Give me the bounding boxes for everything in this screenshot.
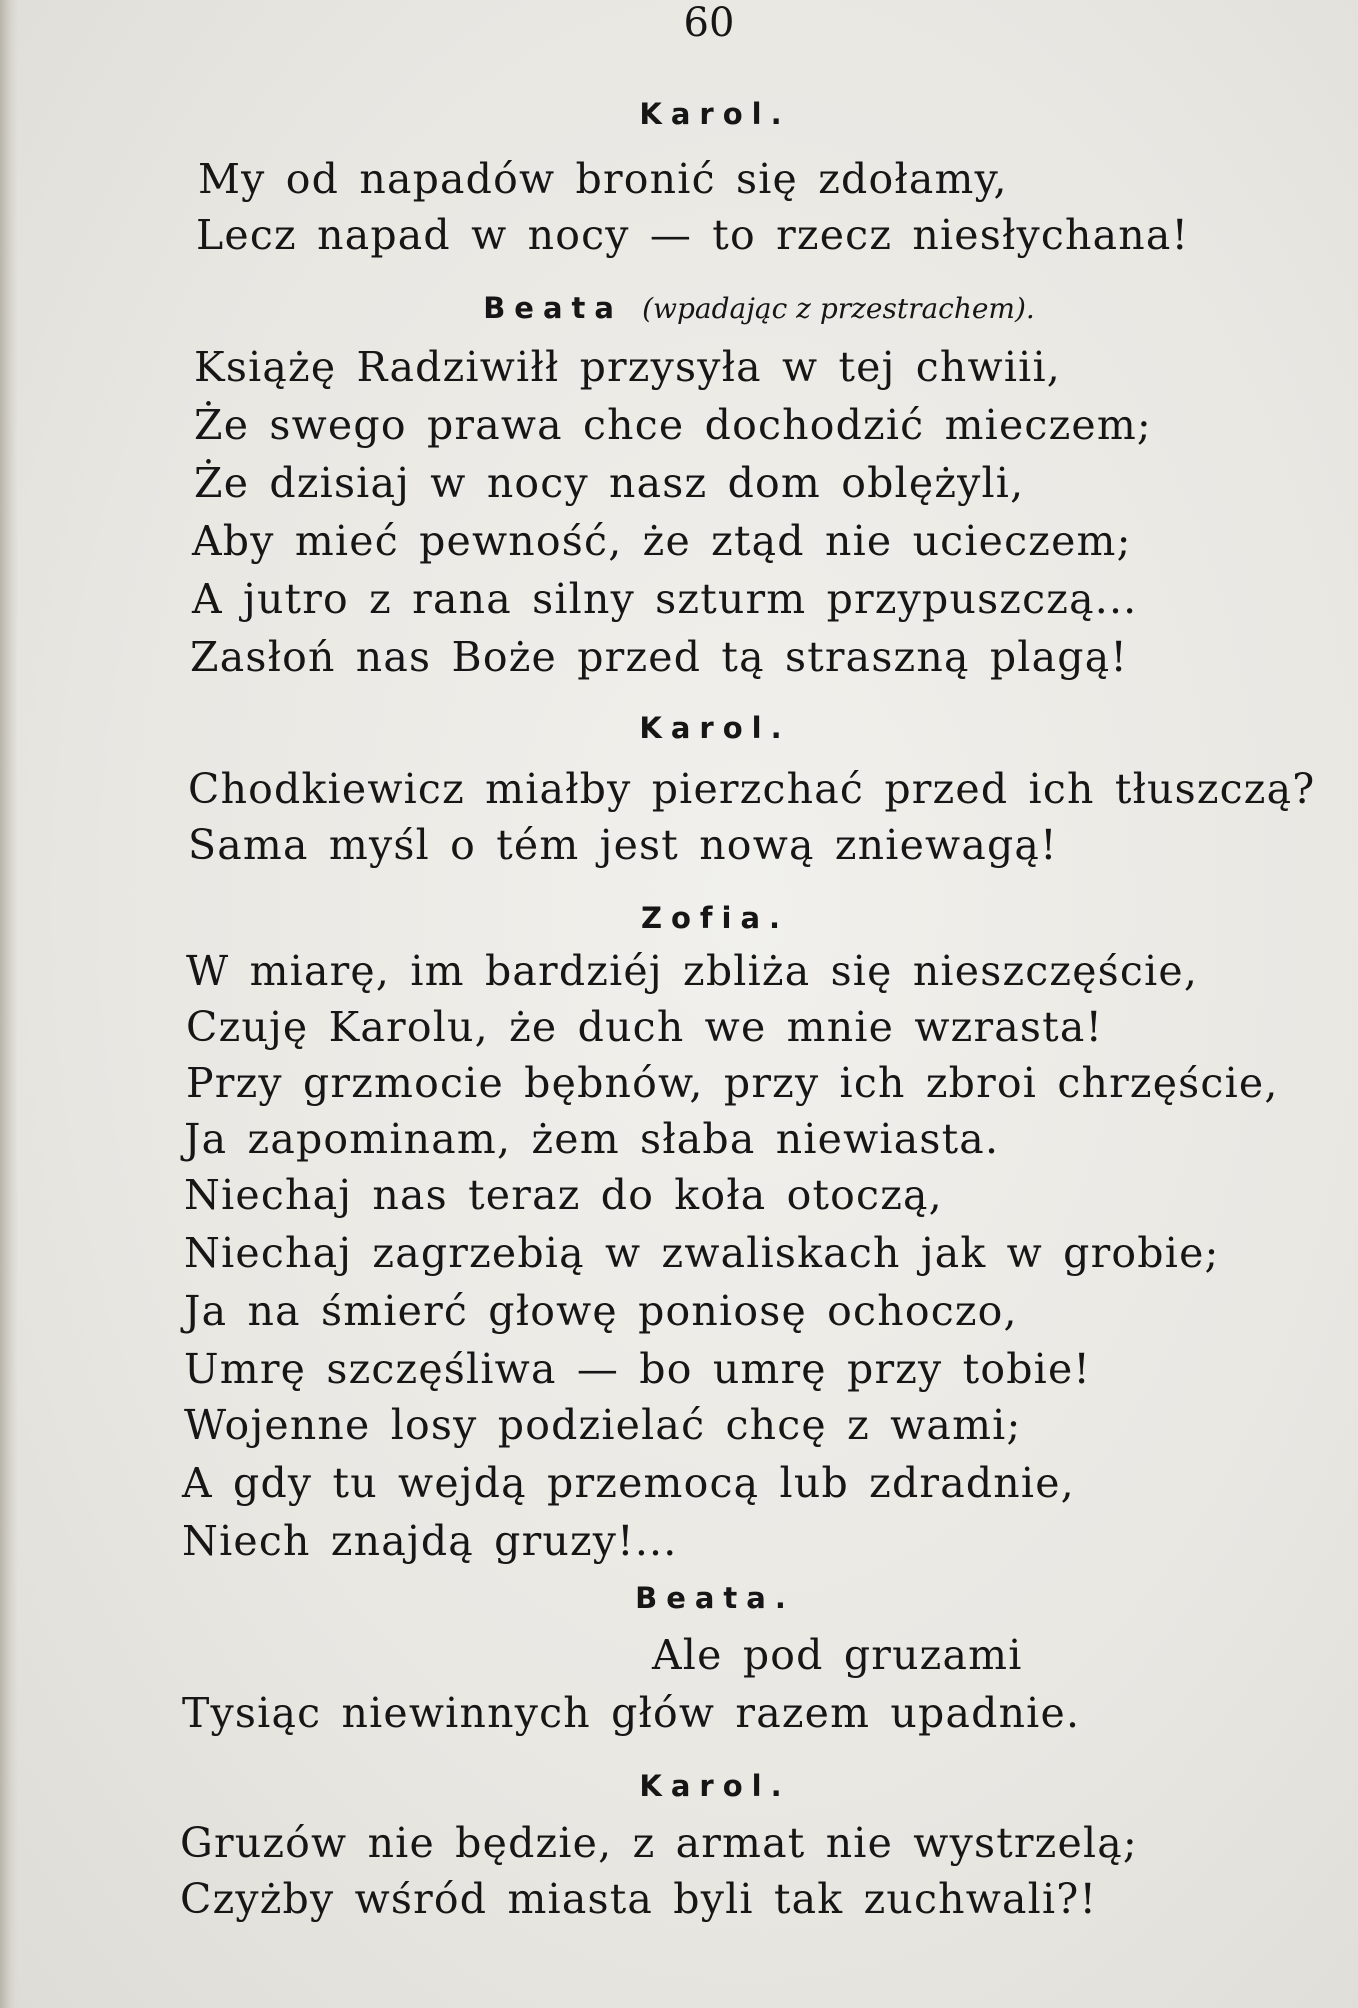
speaker-label: Karol. — [639, 97, 791, 131]
page-spine-shadow — [0, 0, 18, 2008]
verse-line: Niechaj zagrzebią w zwaliskach jak w grobie; — [184, 1229, 1220, 1277]
verse-line: A jutro z rana silny szturm przypuszczą... — [192, 575, 1138, 623]
speaker-name — [80, 290, 1358, 327]
verse-line: Umrę szczęśliwa — bo umrę przy tobie! — [184, 1345, 1092, 1393]
verse-line: Zasłoń nas Boże przed tą straszną plagą! — [190, 633, 1129, 681]
verse-line: Chodkiewicz miałby pierzchać przed ich tłuszczą? — [188, 765, 1316, 813]
verse-line: Że dzisiaj w nocy nasz dom oblężyli, — [194, 459, 1025, 507]
speaker-label: Beata. — [635, 1581, 795, 1615]
verse-line: Lecz napad w nocy — to rzecz niesłychana! — [196, 211, 1190, 259]
verse-line: Ja na śmierć głowę poniosę ochoczo, — [184, 1287, 1018, 1335]
verse-line: My od napadów bronić się zdołamy, — [198, 155, 1008, 203]
verse-line: W miarę, im bardziéj zbliża się nieszczęście, — [186, 947, 1199, 995]
verse-line: A gdy tu wejdą przemocą lub zdradnie, — [182, 1459, 1075, 1507]
verse-line: Aby mieć pewność, że ztąd nie ucieczem; — [192, 517, 1132, 565]
speaker-label: Karol. — [639, 1769, 791, 1803]
verse-line: Wojenne losy podzielać chcę z wami; — [184, 1401, 1022, 1449]
speaker-name — [36, 900, 1358, 936]
verse-line: Ja zapominam, żem słaba niewiasta. — [184, 1115, 1000, 1163]
verse-line: Tysiąc niewinnych głów razem upadnie. — [182, 1689, 1081, 1737]
speaker-name — [36, 1768, 1358, 1804]
verse-line: Książę Radziwiłł przysyła w tej chwiii, — [194, 343, 1061, 391]
verse-line: Ale pod gruzami — [652, 1631, 1023, 1679]
speaker-label: Zofia. — [640, 901, 790, 935]
verse-line: Że swego prawa chce dochodzić mieczem; — [194, 401, 1152, 449]
speaker-label: Karol. — [639, 711, 791, 745]
speaker-name — [36, 1580, 1358, 1616]
speaker-label: Beata — [483, 291, 623, 325]
speaker-name — [36, 96, 1358, 132]
page-number: 60 — [683, 0, 735, 46]
verse-line: Niech znajdą gruzy!... — [182, 1517, 678, 1565]
verse-line: Czyżby wśród miasta byli tak zuchwali?! — [180, 1875, 1098, 1923]
speaker-name — [36, 710, 1358, 746]
verse-line: Niechaj nas teraz do koła otoczą, — [184, 1171, 943, 1219]
verse-line: Czuję Karolu, że duch we mnie wzrasta! — [186, 1003, 1104, 1051]
verse-line: Sama myśl o tém jest nową zniewagą! — [188, 821, 1058, 869]
stage-direction: (wpadając z przestrachem). — [642, 292, 1035, 325]
verse-line: Gruzów nie będzie, z armat nie wystrzelą; — [180, 1819, 1138, 1867]
verse-line: Przy grzmocie bębnów, przy ich zbroi chrzęście, — [186, 1059, 1279, 1107]
